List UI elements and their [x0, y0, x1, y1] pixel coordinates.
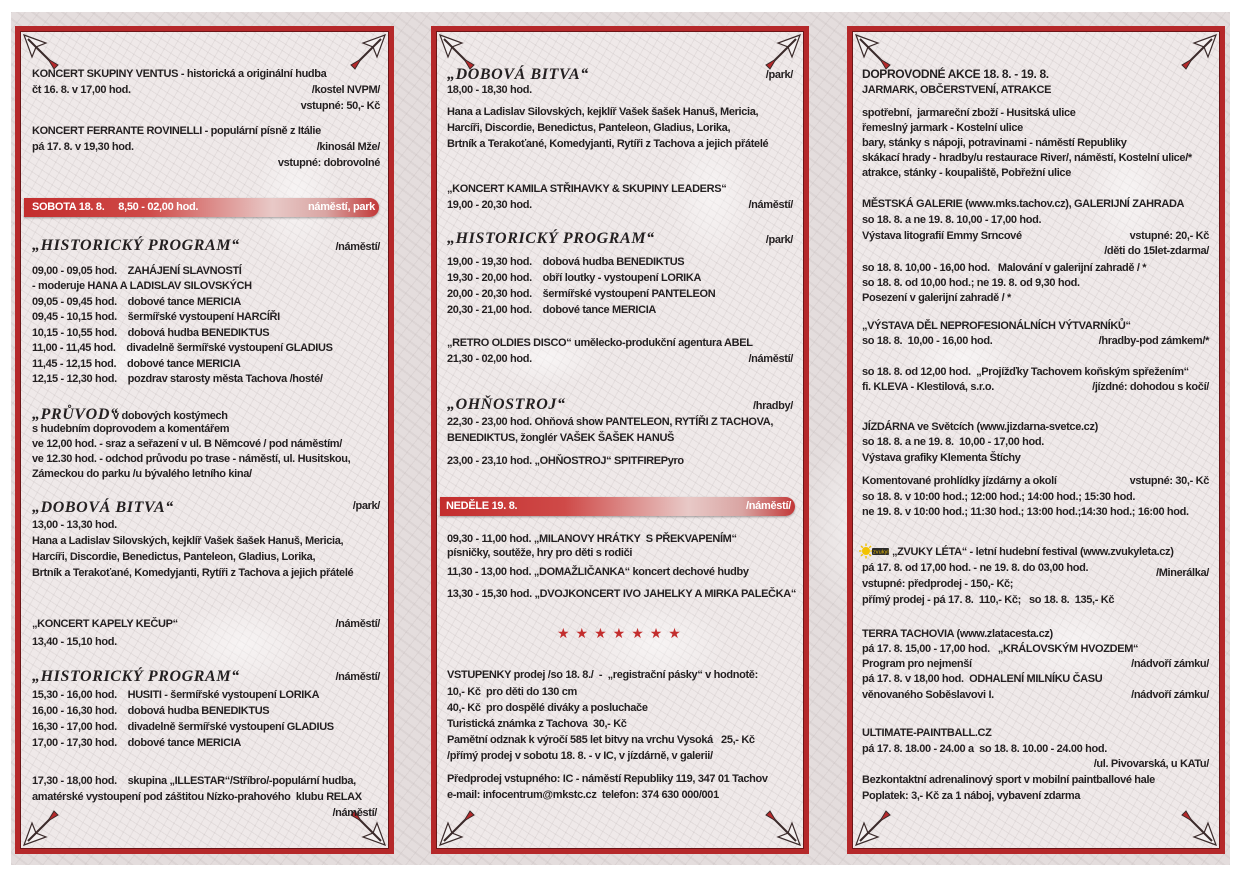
gallery-price: vstupné: 20,- Kč: [1129, 230, 1209, 242]
list-item: 11,00 - 11,45 hod. divadelně šermířské vystoupení GLADIUS: [32, 342, 333, 354]
amateur-exhibition-title: „VÝSTAVA DĚL NEPROFESIONÁLNÍCH VÝTVARNÍKŮ“: [862, 320, 1131, 332]
list-item: so 18. 8. od 10,00 hod.; ne 19. 8. od 9,30 hod.: [862, 277, 1080, 289]
retro-disco-place: /náměstí/: [748, 353, 793, 365]
list-item: ne 19. 8. v 10:00 hod.; 11:30 hod.; 13:00 hod.;14:30 hod.; 16:00 hod.: [862, 506, 1189, 518]
list-item: 09,05 - 09,45 hod. dobové tance MERICIA: [32, 296, 242, 308]
tours-price: vstupné: 30,- Kč: [1129, 475, 1209, 487]
heading-battle-2: „DOBOVÁ BITVA“: [447, 66, 589, 83]
terra-milestone: pá 17. 8. v 18,00 hod. ODHALENÍ MILNÍKU ČASU: [862, 673, 1103, 685]
terra-milestone-place: /nádvoří zámku/: [1131, 689, 1209, 701]
concert-leaders-title: „KONCERT KAMILA STŘIHAVKY & SKUPINY LEADERS“: [447, 183, 727, 195]
day-bar-saturday-place: náměstí, park: [307, 201, 375, 213]
zvuky-logo-text: zvukyl: [873, 549, 889, 556]
list-item: Zámeckou do parku /u bývalého letního kina/: [32, 468, 252, 480]
list-item: 17,30 - 18,00 hod. skupina „ILLESTAR“/Stříbro/-populární hudba,: [32, 775, 356, 787]
terra-kids-place: /nádvoří zámku/: [1131, 658, 1209, 670]
concert-ventus-title: KONCERT SKUPINY VENTUS - historická a originální hudba: [32, 68, 327, 80]
paintball-price: Poplatek: 3,- Kč za 1 náboj, vybavení zdarma: [862, 790, 1081, 802]
side-events-title: DOPROVODNÉ AKCE 18. 8. - 19. 8.: [862, 67, 1049, 81]
list-item: /přímý prodej v sobotu 18. 8. - v IC, v jízdárně, v galerii/: [447, 750, 713, 762]
list-item: 13,30 - 15,30 hod. „DVOJKONCERT IVO JAHELKY A MIRKA PALEČKA“: [447, 588, 796, 600]
amateur-exhibition-place: /hradby-pod zámkem/*: [1098, 335, 1209, 347]
tours-title: Komentované prohlídky jízdárny a okolí: [862, 475, 1057, 487]
list-item: 20,00 - 20,30 hod. šermířské vystoupení PANTELEON: [447, 288, 716, 300]
concert-rovinelli-title: KONCERT FERRANTE ROVINELLI - populární písně z Itálie: [32, 125, 321, 137]
list-item: atrakce, stánky - koupaliště, Pobřežní ulice: [862, 167, 1071, 179]
retro-disco-title: „RETRO OLDIES DISCO“ umělecko-produkční agentura ABEL: [447, 337, 753, 349]
terra-milestone-dedication: věnovaného Soběslavovi I.: [862, 689, 994, 701]
paintball-dates: pá 17. 8. 18.00 - 24.00 a so 18. 8. 10.00 - 24.00 hod.: [862, 743, 1107, 755]
list-item: BENEDIKTUS, žonglér VAŠEK ŠAŠEK HANUŠ: [447, 432, 675, 444]
summer-sounds-presale: vstupné: předprodej - 150,- Kč;: [862, 578, 1014, 590]
side-events-subtitle: JARMARK, OBČERSTVENÍ, ATRAKCE: [862, 84, 1052, 96]
terra-tachovia-title: TERRA TACHOVIA (www.zlatacesta.cz): [862, 628, 1053, 640]
list-item: Harcíři, Discordie, Benedictus, Panteleon, Gladius, Lorika,: [447, 122, 731, 134]
list-item: skákací hrady - hradby/u restaurace River/, náměstí, Kostelní ulice/*: [862, 152, 1192, 164]
list-item: řemeslný jarmark - Kostelní ulice: [862, 122, 1023, 134]
list-item: Harcíři, Discordie, Benedictus, Panteleon, Gladius, Lorika,: [32, 551, 316, 563]
list-item: so 18. 8. 10,00 - 16,00 hod. Malování v galerijní zahradě / *: [862, 262, 1147, 274]
list-item: spotřební, jarmareční zboží - Husitská ulice: [862, 107, 1076, 119]
list-item: písničky, soutěže, hry pro děti s rodiči: [447, 547, 633, 559]
day-bar-saturday-label: SOBOTA 18. 8. 8,50 - 02,00 hod.: [32, 201, 199, 213]
list-item: s hudebním doprovodem a komentářem: [32, 423, 230, 435]
procession-subtitle: v dobových kostýmech: [113, 410, 228, 422]
riding-hall-dates: so 18. 8. a ne 19. 8. 10,00 - 17,00 hod.: [862, 436, 1044, 448]
paintball-description: Bezkontaktní adrenalinový sport v mobilní paintballové hale: [862, 774, 1155, 786]
list-item: 10,15 - 10,55 hod. dobová hudba BENEDIKTUS: [32, 327, 270, 339]
list-item: 16,00 - 16,30 hod. dobová hudba BENEDIKTUS: [32, 705, 270, 717]
heading-fireworks: „OHŇOSTROJ“: [447, 396, 566, 413]
summer-sounds-title: „ZVUKY LÉTA“ - letní hudební festival (www.zvukyleta.cz): [892, 546, 1174, 558]
heading-historical-program-2: „HISTORICKÝ PROGRAM“: [32, 668, 240, 685]
concert-rovinelli-venue: /kinosál Mže/: [316, 141, 380, 153]
retro-disco-time: 21,30 - 02,00 hod.: [447, 353, 532, 365]
riding-hall-exhibit: Výstava grafiky Klementa Štíchy: [862, 452, 1021, 464]
heading-historical-program-2-place: /náměstí/: [335, 671, 380, 683]
heading-battle-1: „DOBOVÁ BITVA“: [32, 499, 174, 516]
heading-battle-2-place: /park/: [765, 69, 793, 81]
heading-historical-program-3-place: /park/: [765, 234, 793, 246]
corner-ornament-icon: [762, 33, 802, 73]
list-item: Posezení v galerijní zahradě / *: [862, 292, 1011, 304]
paintball-title: ULTIMATE-PAINTBALL.CZ: [862, 727, 992, 739]
concert-ventus-price: vstupné: 50,- Kč: [300, 100, 380, 112]
concert-kecup-place: /náměstí/: [335, 618, 380, 630]
gallery-children-price: /děti do 15let-zdarma/: [1104, 245, 1209, 257]
list-item: Brtník a Terakoťané, Komedyjanti, Rytíři z Tachova a jejich přátelé: [447, 138, 769, 150]
list-item: 11,30 - 13,00 hod. „DOMAŽLIČANKA“ koncert dechové hudby: [447, 566, 749, 578]
corner-ornament-icon: [22, 807, 62, 847]
list-item: 09,45 - 10,15 hod. šermířské vystoupení HARCÍŘI: [32, 311, 280, 323]
list-item: 19,30 - 20,00 hod. obří loutky - vystoupení LORIKA: [447, 272, 702, 284]
list-item: Hana a Ladislav Silovských, kejklíř Vašek šašek Hanuš, Mericia,: [32, 535, 344, 547]
concert-rovinelli-price: vstupné: dobrovolné: [277, 157, 380, 169]
list-item: 19,00 - 19,30 hod. dobová hudba BENEDIKTUS: [447, 256, 685, 268]
list-item: amatérské vystoupení pod záštitou Nízko-prahového klubu RELAX: [32, 791, 362, 803]
corner-ornament-icon: [1178, 33, 1218, 73]
list-item: bary, stánky s nápoji, potravinami - náměstí Republiky: [862, 137, 1127, 149]
list-item: 17,00 - 17,30 hod. dobové tance MERICIA: [32, 737, 242, 749]
list-item: 09,30 - 11,00 hod. „MILANOVY HRÁTKY S PŘEKVAPENÍM“: [447, 533, 737, 545]
concert-rovinelli-date: pá 17. 8. v 19,30 hod.: [32, 141, 134, 153]
list-item: 11,45 - 12,15 hod. dobové tance MERICIA: [32, 358, 241, 370]
concert-ventus-date: čt 16. 8. v 17,00 hod.: [32, 84, 131, 96]
corner-ornament-icon: [347, 33, 387, 73]
horse-rides-price: /jízdné: dohodou s kočí/: [1092, 381, 1209, 393]
list-item: Turistická známka z Tachova 30,- Kč: [447, 718, 627, 730]
list-item: - moderuje HANA A LADISLAV SILOVSKÝCH: [32, 280, 252, 292]
concert-kecup-title: „KONCERT KAPELY KEČUP“: [32, 618, 178, 630]
summer-sounds-sale: přímý prodej - pá 17. 8. 110,- Kč; so 18. 8. 135,- Kč: [862, 594, 1115, 606]
summer-sounds-dates: pá 17. 8. od 17,00 hod. - ne 19. 8. do 03,00 hod.: [862, 562, 1089, 574]
list-item: Hana a Ladislav Silovských, kejklíř Vašek šašek Hanuš, Mericia,: [447, 106, 759, 118]
summer-sounds-place: /Minerálka/: [1155, 567, 1209, 579]
fireworks-show: 23,00 - 23,10 hod. „OHŇOSTROJ“ SPITFIREPyro: [447, 455, 684, 467]
day-bar-sunday-label: NEDĚLE 19. 8.: [446, 500, 518, 512]
heading-historical-program-1: „HISTORICKÝ PROGRAM“: [32, 237, 240, 254]
corner-ornament-icon: [854, 807, 894, 847]
stars-divider: ★★★★★★★: [557, 626, 687, 642]
presale-info: Předprodej vstupného: IC - náměstí Republiky 119, 347 01 Tachov: [447, 773, 768, 785]
list-item: 12,15 - 12,30 hod. pozdrav starosty města Tachova /hosté/: [32, 373, 323, 385]
corner-ornament-icon: [762, 807, 802, 847]
list-item: VSTUPENKY prodej /so 18. 8./ - „registrační pásky“ v hodnotě:: [447, 669, 758, 681]
horse-rides-company: fi. KLEVA - Klestilová, s.r.o.: [862, 381, 994, 393]
amateur-exhibition-time: so 18. 8. 10,00 - 16,00 hod.: [862, 335, 993, 347]
corner-ornament-icon: [1178, 807, 1218, 847]
heading-fireworks-place: /hradby/: [753, 400, 793, 412]
ilestar-place: /náměstí/: [332, 807, 377, 819]
concert-leaders-place: /náměstí/: [748, 199, 793, 211]
gallery-exhibit: Výstava litografií Emmy Srncové: [862, 230, 1022, 242]
list-item: ve 12.30 hod. - odchod průvodu po trase - náměstí, ul. Husitskou,: [32, 453, 351, 465]
gallery-dates: so 18. 8. a ne 19. 8. 10,00 - 17,00 hod.: [862, 214, 1042, 226]
list-item: Brtník a Terakoťané, Komedyjanti, Rytíři z Tachova a jejich přátelé: [32, 567, 354, 579]
concert-kecup-time: 13,40 - 15,10 hod.: [32, 636, 117, 648]
day-bar-sunday-place: /náměstí/: [746, 500, 791, 512]
list-item: Pamětní odznak k výročí 585 let bitvy na vrchu Vysoká 25,- Kč: [447, 734, 755, 746]
list-item: 22,30 - 23,00 hod. Ohňová show PANTELEON, RYTÍŘI Z TACHOVA,: [447, 416, 774, 428]
list-item: 10,- Kč pro děti do 130 cm: [447, 686, 577, 698]
corner-ornament-icon: [438, 807, 478, 847]
list-item: so 18. 8. v 10:00 hod.; 12:00 hod.; 14:00 hod.; 15:30 hod.: [862, 491, 1136, 503]
concert-leaders-time: 19,00 - 20,30 hod.: [447, 199, 532, 211]
terra-kids-program: Program pro nejmenší: [862, 658, 972, 670]
terra-tachovia-event: pá 17. 8. 15,00 - 17,00 hod. „KRÁLOVSKÝM HVOZDEM“: [862, 643, 1139, 655]
horse-rides: so 18. 8. od 12,00 hod. „Projížďky Tachovem koňským spřežením“: [862, 366, 1189, 378]
contact-info: e-mail: infocentrum@mkstc.cz telefon: 374 630 000/001: [447, 789, 719, 801]
list-item: 40,- Kč pro dospělé diváky a posluchače: [447, 702, 648, 714]
riding-hall-title: JÍZDÁRNA ve Světcích (www.jizdarna-svetce.cz): [862, 421, 1098, 433]
paintball-place: /ul. Pivovarská, u KATu/: [1093, 758, 1209, 770]
list-item: 16,30 - 17,00 hod. divadelně šermířské vystoupení GLADIUS: [32, 721, 334, 733]
zvuky-leta-logo: [859, 543, 889, 559]
list-item: 13,00 - 13,30 hod.: [32, 519, 117, 531]
list-item: 20,30 - 21,00 hod. dobové tance MERICIA: [447, 304, 657, 316]
heading-battle-1-place: /park/: [352, 500, 380, 512]
corner-ornament-icon: [22, 33, 62, 73]
gallery-title: MĚSTSKÁ GALERIE (www.mks.tachov.cz), GALERIJNÍ ZAHRADA: [862, 198, 1185, 210]
list-item: 15,30 - 16,00 hod. HUSITI - šermířské vystoupení LORIKA: [32, 689, 320, 701]
list-item: 09,00 - 09,05 hod. ZAHÁJENÍ SLAVNOSTÍ: [32, 265, 242, 277]
heading-historical-program-1-place: /náměstí/: [335, 241, 380, 253]
concert-ventus-venue: /kostel NVPM/: [311, 84, 380, 96]
heading-historical-program-3: „HISTORICKÝ PROGRAM“: [447, 230, 655, 247]
day-bar-saturday: [24, 198, 379, 217]
list-item: 18,00 - 18,30 hod.: [447, 84, 532, 96]
day-bar-sunday: [440, 497, 795, 516]
heading-procession: „PRŮVOD“: [32, 406, 119, 423]
list-item: ve 12,00 hod. - sraz a seřazení v ul. B Němcové / pod náměstím/: [32, 438, 342, 450]
